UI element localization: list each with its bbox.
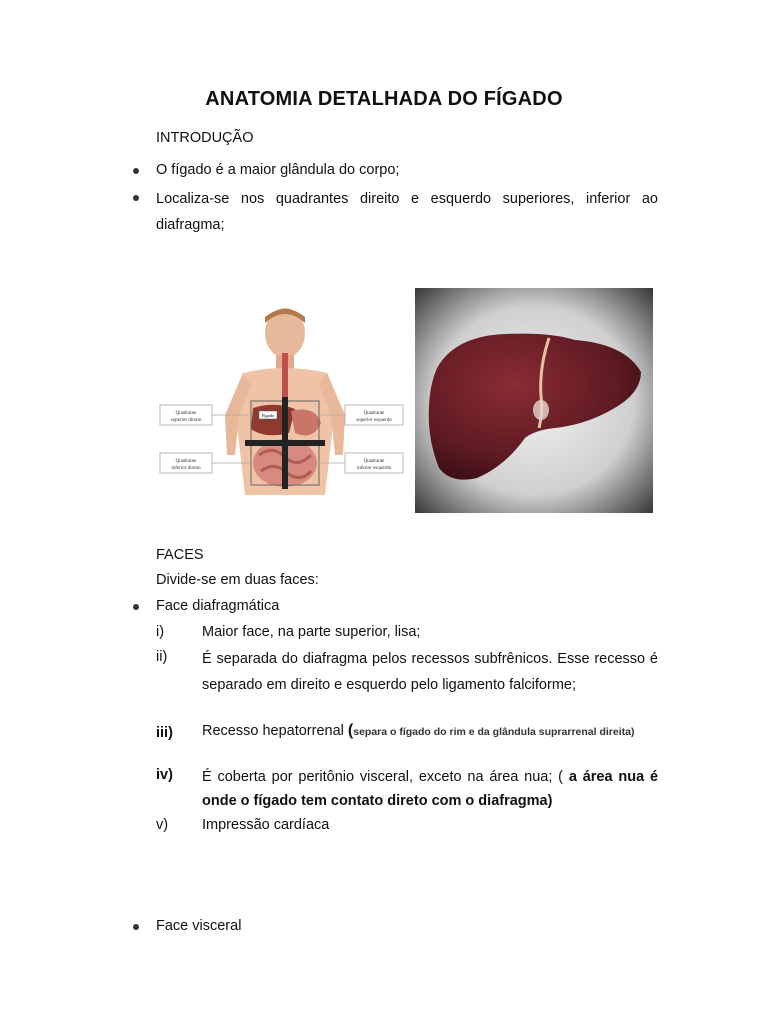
svg-text:Quadrante: Quadrante	[363, 459, 385, 464]
face-2-title: Face visceral	[156, 918, 242, 934]
item-text: É separada do diafragma pelos recessos subfrênicos. Esse recesso é separado em direito e esquerdo pelo ligamento falciforme;	[202, 651, 658, 693]
item-text: Recesso hepatorrenal (separa o fígado do rim e da glândula suprarrenal direita)	[202, 722, 635, 739]
liver-photo	[415, 288, 653, 513]
svg-text:inferior direito: inferior direito	[171, 466, 201, 471]
item-num: iii)	[156, 725, 173, 741]
svg-text:Quadrante: Quadrante	[363, 411, 385, 416]
item-text: É coberta por peritônio visceral, exceto na área nua; ( a área nua é onde o fígado tem contato direto com o diafragma)	[202, 769, 659, 809]
page-title: ANATOMIA DETALHADA DO FÍGADO	[205, 88, 563, 110]
svg-text:Quadrante: Quadrante	[175, 459, 197, 464]
intro-bullet-2: Localiza-se nos quadrantes direito e esquerdo superiores, inferior ao diafragma;	[156, 191, 658, 233]
organ-label: Fígado	[261, 413, 275, 418]
bullet-dot	[133, 924, 139, 930]
faces-heading: FACES	[156, 547, 204, 563]
face-1-title: Face diafragmática	[156, 598, 280, 614]
bullet-dot	[133, 195, 139, 201]
item-num: v)	[156, 817, 169, 833]
svg-text:superior esquerdo: superior esquerdo	[356, 418, 392, 423]
faces-intro: Divide-se em duas faces:	[156, 572, 319, 588]
svg-text:inferior esquerdo: inferior esquerdo	[356, 466, 392, 471]
item-text: Impressão cardíaca	[202, 817, 330, 833]
bullet-dot	[133, 604, 139, 610]
item-num: i)	[156, 624, 165, 640]
svg-text:Quadrante: Quadrante	[175, 411, 197, 416]
svg-text:superior direito: superior direito	[170, 418, 202, 423]
body-quadrants-figure	[155, 305, 410, 517]
item-num: ii)	[156, 649, 168, 665]
item-text: Maior face, na parte superior, lisa;	[202, 624, 421, 640]
bullet-dot	[133, 168, 139, 174]
intro-heading: INTRODUÇÃO	[156, 130, 254, 146]
intro-bullet-1: O fígado é a maior glândula do corpo;	[156, 162, 400, 178]
item-num: iv)	[156, 767, 173, 783]
